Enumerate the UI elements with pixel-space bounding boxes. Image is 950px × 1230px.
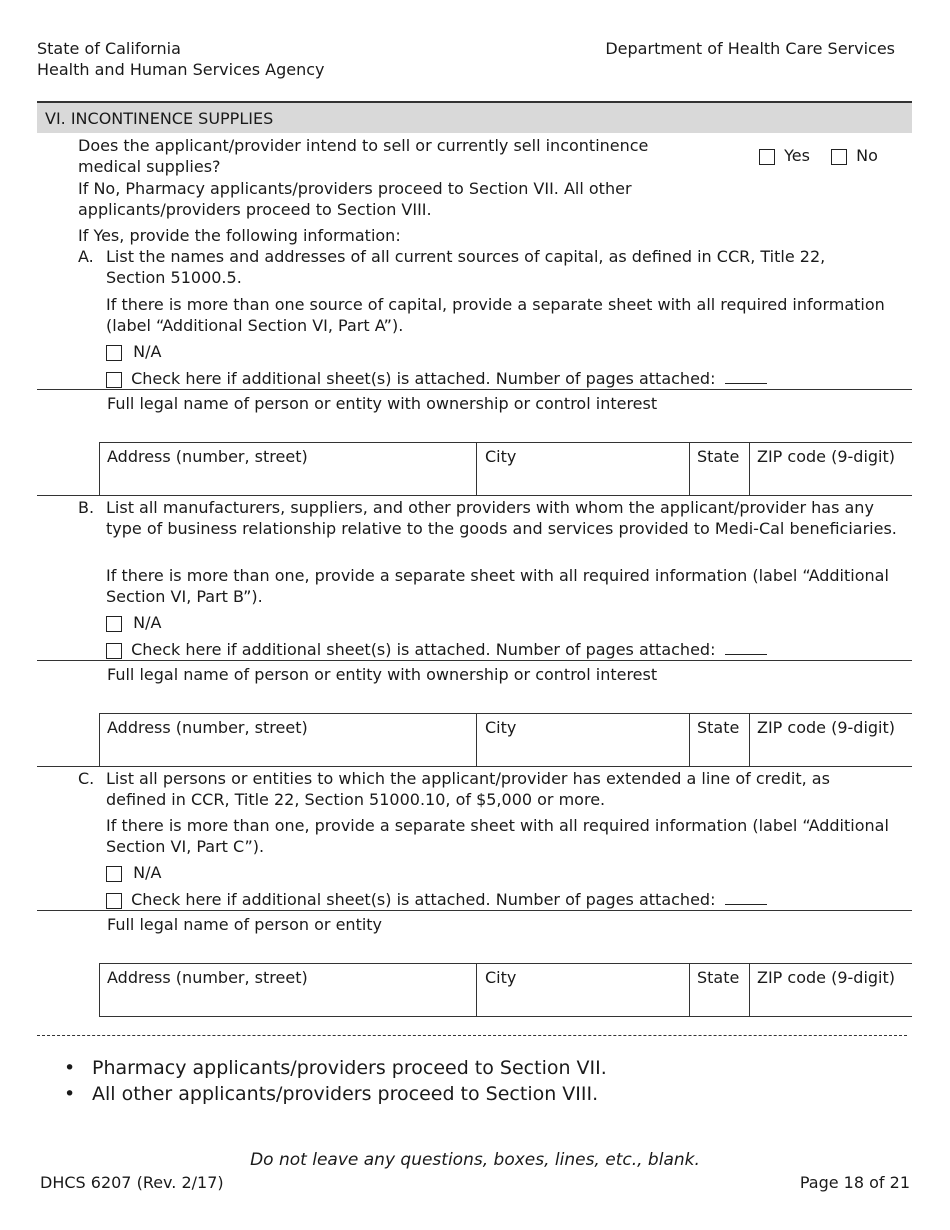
part-b-attach-label: Check here if additional sheet(s) is attached. Number of pages attached: bbox=[131, 640, 716, 659]
part-b-state-field[interactable] bbox=[690, 739, 748, 765]
part-a-state-label: State bbox=[697, 447, 740, 466]
part-c-letter: C. bbox=[78, 769, 95, 788]
part-c-zip-field[interactable] bbox=[750, 989, 911, 1015]
part-b-na-row bbox=[106, 612, 161, 633]
part-b-attach-row bbox=[106, 638, 767, 660]
instruction-text-2: All other applicants/providers proceed to Section VIII. bbox=[92, 1083, 599, 1105]
yes-no-group bbox=[759, 145, 878, 166]
part-c-state-field[interactable] bbox=[690, 989, 748, 1015]
part-c-zip-label: ZIP code (9-digit) bbox=[757, 968, 895, 987]
part-b-name-label: Full legal name of person or entity with ownership or control interest bbox=[107, 665, 658, 684]
no-label: No bbox=[856, 146, 878, 165]
sell-question: Does the applicant/provider intend to sell or currently sell incontinence medical supplies? bbox=[78, 136, 649, 176]
part-c-name-label: Full legal name of person or entity bbox=[107, 915, 383, 934]
part-b-note: If there is more than one, provide a separate sheet with all required information (label “Additional Section VI, Part B”). bbox=[106, 566, 889, 606]
part-c-table-bottom bbox=[99, 1016, 912, 1017]
instruction-bullet-1 bbox=[64, 1055, 607, 1081]
part-b-zip-label: ZIP code (9-digit) bbox=[757, 718, 895, 737]
agency-name: Health and Human Services Agency bbox=[37, 60, 325, 79]
part-c-na-label: N/A bbox=[133, 863, 162, 882]
footer-warning: Do not leave any questions, boxes, lines, etc., blank. bbox=[250, 1150, 700, 1170]
part-b-address-field[interactable] bbox=[100, 739, 475, 765]
part-c-text: List all persons or entities to which the applicant/provider has extended a line of credit, as defined in CCR, Title 22, Section 51000.10, of $5,000 or more. bbox=[106, 769, 830, 809]
part-b-text: List all manufacturers, suppliers, and other providers with whom the applicant/provider has any type of business relationship relative to the goods and services provided to Medi-Cal beneficiaries. bbox=[106, 498, 897, 538]
part-a-table-bottom bbox=[37, 495, 912, 496]
part-b-city-field[interactable] bbox=[477, 739, 688, 765]
yes-label: Yes bbox=[784, 146, 810, 165]
part-c-state-label: State bbox=[697, 968, 740, 987]
no-checkbox[interactable] bbox=[831, 149, 847, 165]
part-c-table-top bbox=[37, 910, 912, 911]
department-name: Department of Health Care Services bbox=[605, 39, 895, 58]
part-a-state-field[interactable] bbox=[690, 468, 748, 494]
part-c-pages-field[interactable] bbox=[725, 888, 767, 905]
part-b-name-field[interactable] bbox=[99, 685, 911, 713]
if-yes-instruction: If Yes, provide the following information: bbox=[78, 226, 401, 245]
part-b-city-label: City bbox=[485, 718, 517, 737]
part-b-table-mid bbox=[99, 713, 912, 714]
part-c-city-field[interactable] bbox=[477, 989, 688, 1015]
part-c-na-row bbox=[106, 862, 161, 883]
instruction-text-1: Pharmacy applicants/providers proceed to Section VII. bbox=[92, 1057, 607, 1079]
section-title-bar bbox=[37, 101, 912, 133]
dashed-separator bbox=[37, 1035, 907, 1036]
bullet-icon: • bbox=[64, 1057, 76, 1079]
part-a-zip-label: ZIP code (9-digit) bbox=[757, 447, 895, 466]
section-title: VI. INCONTINENCE SUPPLIES bbox=[45, 109, 274, 128]
part-b-table-top bbox=[37, 660, 912, 661]
part-b-pages-field[interactable] bbox=[725, 638, 767, 655]
part-c-attach-checkbox[interactable] bbox=[106, 893, 122, 909]
part-a-na-label: N/A bbox=[133, 342, 162, 361]
part-c-attach-label: Check here if additional sheet(s) is attached. Number of pages attached: bbox=[131, 890, 716, 909]
part-b-na-label: N/A bbox=[133, 613, 162, 632]
part-c-address-label: Address (number, street) bbox=[107, 968, 308, 987]
part-a-name-field[interactable] bbox=[99, 414, 911, 442]
part-b-state-label: State bbox=[697, 718, 740, 737]
part-a-attach-checkbox[interactable] bbox=[106, 372, 122, 388]
part-a-na-checkbox[interactable] bbox=[106, 345, 122, 361]
part-a-zip-field[interactable] bbox=[750, 468, 911, 494]
part-a-pages-field[interactable] bbox=[725, 367, 767, 384]
part-a-address-field[interactable] bbox=[100, 468, 475, 494]
part-b-address-label: Address (number, street) bbox=[107, 718, 308, 737]
bullet-icon: • bbox=[64, 1083, 76, 1105]
part-c-note: If there is more than one, provide a separate sheet with all required information (label “Additional Section VI, Part C”). bbox=[106, 816, 889, 856]
form-id: DHCS 6207 (Rev. 2/17) bbox=[40, 1173, 224, 1192]
part-a-city-field[interactable] bbox=[477, 468, 688, 494]
yes-checkbox[interactable] bbox=[759, 149, 775, 165]
state-name: State of California bbox=[37, 39, 181, 58]
part-c-address-field[interactable] bbox=[100, 989, 475, 1015]
part-c-city-label: City bbox=[485, 968, 517, 987]
part-c-name-field[interactable] bbox=[99, 935, 911, 963]
if-no-instruction: If No, Pharmacy applicants/providers proceed to Section VII. All other applicants/providers proceed to Section VIII. bbox=[78, 179, 632, 219]
part-c-attach-row bbox=[106, 888, 767, 910]
part-b-na-checkbox[interactable] bbox=[106, 616, 122, 632]
part-b-table-bottom bbox=[37, 766, 912, 767]
part-b-attach-checkbox[interactable] bbox=[106, 643, 122, 659]
part-b-letter: B. bbox=[78, 498, 95, 517]
part-a-attach-row bbox=[106, 367, 767, 389]
part-c-na-checkbox[interactable] bbox=[106, 866, 122, 882]
part-a-name-label: Full legal name of person or entity with ownership or control interest bbox=[107, 394, 658, 413]
part-a-table-top bbox=[37, 389, 912, 390]
part-a-note: If there is more than one source of capital, provide a separate sheet with all required information (label “Additional Section VI, Part A”). bbox=[106, 295, 885, 335]
page-number: Page 18 of 21 bbox=[799, 1173, 910, 1192]
part-a-address-label: Address (number, street) bbox=[107, 447, 308, 466]
part-a-attach-label: Check here if additional sheet(s) is attached. Number of pages attached: bbox=[131, 369, 716, 388]
instruction-bullet-2 bbox=[64, 1081, 598, 1107]
part-a-na-row bbox=[106, 341, 161, 362]
part-a-city-label: City bbox=[485, 447, 517, 466]
part-c-table-mid bbox=[99, 963, 912, 964]
part-a-text: List the names and addresses of all current sources of capital, as defined in CCR, Title 22, Section 51000.5. bbox=[106, 247, 826, 287]
part-a-table-mid bbox=[99, 442, 912, 443]
part-a-letter: A. bbox=[78, 247, 94, 266]
part-b-zip-field[interactable] bbox=[750, 739, 911, 765]
